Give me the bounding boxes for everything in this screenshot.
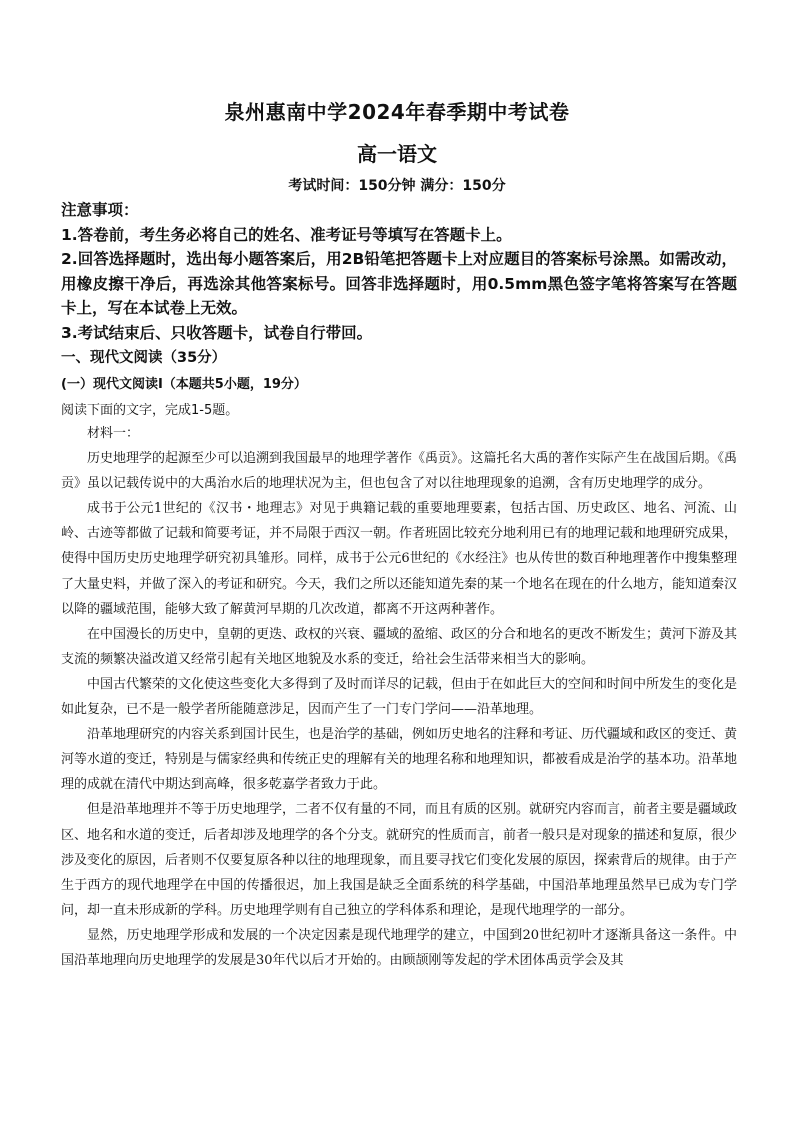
article-paragraph: 显然，历史地理学形成和发展的一个决定因素是现代地理学的建立，中国到20世纪初叶才逐渐具备这一条件。中国沿革地理向历史地理学的发展是30年代以后才开始的。由顾颉刚等发起的学术团体禹贡学会及其: [61, 927, 737, 968]
section-subtitle: (一）现代文阅读Ⅰ（本题共5小题，19分）: [61, 377, 307, 392]
reading-material: [61, 421, 737, 973]
notes-heading: 注意事项：: [61, 201, 139, 219]
article-paragraph: 在中国漫长的历史中，皇朝的更迭、政权的兴衰、疆域的盈缩、政区的分合和地名的更改不断发生；黄河下游及其支流的频繁决溢改道又经常引起有关地区地貌及水系的变迁，给社会生活带来相当大的影响。: [61, 626, 738, 667]
note-item-1: 1.答卷前，考生务必将自己的姓名、准考证号等填写在答题卡上。: [61, 225, 512, 244]
material-label: 材料一：: [87, 426, 140, 441]
exam-info: 考试时间：150分钟 满分：150分: [288, 178, 506, 194]
article-paragraph: 但是沿革地理并不等于历史地理学，二者不仅有量的不同，而且有质的区别。就研究内容而言，前者主要是疆域政区、地名和水道的变迁，后者却涉及地理学的各个分支。就研究的性质而言，前者一般只是对现象的描述和复原，很少涉及变化的原因，后者则不仅要复原各种以往的地理现象，而且要寻找它们变化发展的原因，探索背后的规律。由于产生于西方的现代地理学在中国的传播很迟，加上我国是缺乏全面系统的科学基础，中国沿革地理虽然早已成为专门学问，却一直未形成新的学科。历史地理学则有自己独立的学科体系和理论，是现代地理学的一部分。: [61, 802, 738, 918]
notes-section: [61, 198, 737, 345]
school-exam-title: 泉州惠南中学2024年春季期中考试卷: [224, 100, 570, 124]
section-title: 一、现代文阅读（35分）: [61, 350, 227, 366]
reading-instruction: 阅读下面的文字，完成1-5题。: [61, 403, 239, 418]
article-paragraph: 中国古代繁荣的文化使这些变化大多得到了及时而详尽的记载，但由于在如此巨大的空间和时间中所发生的变化是如此复杂，已不是一般学者所能随意涉足，因而产生了一门专门学问——沿革地理。: [61, 676, 738, 718]
article-paragraph: 历史地理学的起源至少可以追溯到我国最早的地理学著作《禹贡》。这篇托名大禹的著作实际产生在战国后期。《禹贡》虽以记载传说中的大禹治水后的地理状况为主，但也包含了对以往地理现象的追溯，含有历史地理学的成分。: [61, 451, 738, 492]
article-paragraph: 成书于公元1世纪的《汉书・地理志》对见于典籍记载的重要地理要素，包括古国、历史政区、地名、河流、山岭、古迹等都做了记载和简要考证，并不局限于西汉一朝。作者班固比较充分地利用已有的地理记载和地理研究成果，使得中国历史历史地理学研究初具雏形。同样，成书于公元6世纪的《水经注》也从传世的数百种地理著作中搜集整理了大量史料，并做了深入的考证和研究。今天，我们之所以还能知道先秦的某一个地名在现在的什么地方，能知道秦汉以降的疆域范围，能够大致了解黄河早期的几次改道，都离不开这两种著作。: [61, 501, 738, 617]
note-item-2: 2.回答选择题时，选出每小题答案后，用2B铅笔把答题卡上对应题目的答案标号涂黑。如需改动，用橡皮擦干净后，再选涂其他答案标号。回答非选择题时，用0.5mm黑色签字笔将答案写在答题卡上，写在本试卷上无效。: [61, 250, 737, 317]
note-item-3: 3.考试结束后、只收答题卡，试卷自行带回。: [61, 323, 373, 342]
article-paragraph: 沿革地理研究的内容关系到国计民生，也是治学的基础，例如历史地名的注释和考证、历代疆域和政区的变迁、黄河等水道的变迁，特别是与儒家经典和传统正史的理解有关的地理名称和地理知识，都被看成是治学的基本功。沿革地理的成就在清代中期达到高峰，很多乾嘉学者致力于此。: [61, 727, 738, 793]
subject-title: 高一语文: [357, 142, 437, 166]
